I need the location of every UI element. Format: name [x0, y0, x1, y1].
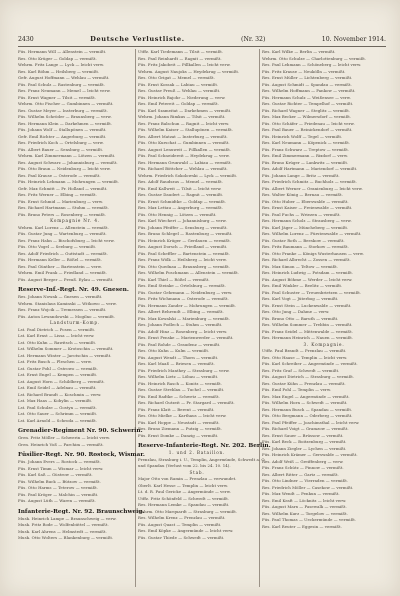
casualty-entry: Res. Wilhelm Krenz — Prenzlau — vermißt. [138, 515, 226, 520]
casualty-entry: Res. August Dorsch — Friedland — vermißt. [138, 244, 228, 249]
casualty-entry: Füs. Karl Jäger — Müncheberg — vermißt. [262, 224, 349, 230]
casualty-entry: Wehrm. Otto Marquardt — Strasburg — vermißt. [138, 508, 238, 514]
casualty-entry: Füs. Karl Saß — Güstrow — vermißt. [18, 472, 93, 477]
casualty-entry: Res. Wilhelm Hoffmann — Pankow — vermißt. [262, 88, 356, 93]
casualty-entry: Füs. Johann Wolf — Stallupönen — vermißt. [18, 127, 107, 132]
casualty-entry: Res. Max Becker — Wilmersdorf — vermißt. [262, 114, 352, 119]
casualty-entry: Res. Emil Köpke — Angermünde — leicht verw. [138, 528, 234, 533]
casualty-entry: Lst. Max Haas — Kobylin — vermißt. [18, 398, 93, 403]
casualty-entry: Res. Paul Lehmann — Schöneberg — leicht verw. [262, 62, 362, 67]
casualty-entry: Füs. Gustav Jung — Wartenburg — vermißt. [18, 231, 107, 236]
casualty-entry: Res. Karl Maaß — Briesen — vermißt. [138, 361, 215, 366]
casualty-entry: Res. Franz Wölk — Heilsberg — leicht verw. [138, 257, 227, 262]
casualty-entry: Res. Albert Ritter — Gartz — vermißt. [262, 471, 339, 477]
casualty-entry: Lst. Otto Sauer — Schrimm — vermißt. [18, 411, 98, 416]
casualty-entry: Res. Johann Podlech — Stuhm — vermißt. [138, 322, 223, 327]
casualty-entry: Res. Walter König — Bernau — vermißt. [262, 192, 343, 197]
casualty-entry: Res. Adolf Friedrich — Guttstadt — vermißt. [18, 250, 108, 256]
casualty-entry: Lst. Hermann Winter — Jarotschin — vermißt. [18, 352, 112, 358]
unit-subheading: 1. und 2. Bataillon. [168, 450, 226, 455]
casualty-entry: Füs. Anton Lewandowski — Mogilno — vermißt. [18, 313, 116, 319]
casualty-entry: Füs. Johann Pfeiffer — Sensburg — vermißt. [138, 224, 228, 230]
casualty-entry: Füs. Otto Harms — Teterow — vermißt. [18, 485, 99, 490]
casualty-entry: Utffz. Karl Tiedemann — Tilsit — vermißt. [138, 49, 224, 54]
casualty-entry: Res. Otto Grigat — Memel — vermißt. [138, 75, 215, 80]
casualty-entry: Füs. Ernst Schmidtke — Goldap — vermißt. [138, 198, 227, 204]
casualty-entry: Res. Bruno Ziemann — Putzig — vermißt. [138, 426, 223, 431]
casualty-entry: Res. Emil Kraft — Löcknitz — leicht verw. [262, 497, 347, 503]
casualty-entry: Füs. August Schmidt — Spandau — vermißt. [262, 81, 352, 87]
casualty-entry: Wehrm. August Naujoks — Heydekrug — vermißt. [138, 68, 240, 74]
casualty-entry: Füs. Paul Schneidereit — Heydekrug — verw. [138, 153, 230, 158]
casualty-entry: Res. Fritz Baumann — Storkow — vermißt. [262, 244, 349, 249]
casualty-entry: Füs. August Dietrich — Strasburg — vermißt. [262, 374, 355, 379]
casualty-entry: Füs. Max Wendt — Penkun — vermißt. [262, 491, 340, 496]
casualty-entry: Füs. Franz Klatt — Berent — vermißt. [138, 406, 215, 412]
casualty-entry: Füs. Albert Bauer — Sensburg — vermißt. [18, 146, 104, 152]
casualty-entry: Utffz. Fritz Schönfeld — Schwedt — vermißt. [138, 495, 230, 501]
casualty-entry: Füs. Ernst Stein — Luckenwalde — vermißt. [262, 302, 352, 308]
casualty-entry: Füs. Franz Schütz — Pinnow — vermißt. [262, 465, 344, 470]
casualty-entry: Füs. Emil Kallweit — Tilsit — leicht verw. [138, 185, 222, 191]
casualty-entry: Füs. Otto Kurschat — Gumbinnen — vermißt. [138, 140, 230, 145]
casualty-entry: Wehrm. Emil Frank — Friedland — vermißt. [18, 270, 108, 275]
casualty-entry: Füs. Karl Schreiber — Angermünde — vermißt. [262, 361, 358, 366]
casualty-entry: Res. Wilhelm Kurz — Torgelow — vermißt. [262, 510, 348, 516]
casualty-entry: Res. Otto Jung — Dahme — verw. [262, 309, 330, 314]
casualty-entry: Füs. Franz Seidel — Mittenwalde — vermißt. [262, 328, 353, 334]
casualty-entry: Füs. August Lüth — Waren — vermißt. [18, 498, 96, 503]
casualty-entry: Res. Adolf Weiß — Greiffenberg — verw. [262, 458, 344, 464]
casualty-entry: Res. Albert Matzat — Insterburg — vermißt. [138, 133, 228, 139]
regiment-heading: Infanterie-Regt. Nr. 92. Braunschweig. [18, 508, 145, 515]
casualty-entry: Res. Richard Hartmann — Stuhm — vermißt. [18, 205, 109, 210]
casualty-entry: Füs. Paul Fuchs — Wriezen — vermißt. [262, 211, 341, 217]
casualty-entry: Füs. Franz Schwarz — Treptow — vermißt. [262, 146, 350, 152]
casualty-entry: Oberlt. Karl Hesse — Templin — leicht verw. [138, 482, 229, 488]
casualty-entry: Res. Bruno Schlegel — Rastenburg — vermißt. [138, 231, 233, 236]
casualty-entry: Res. Ernst Müller — Lichtenberg — vermißt. [262, 75, 353, 80]
casualty-entry: Res. Otto Krüger — Goldap — vermißt. [18, 55, 97, 61]
unit-subheading: Kompagnie Nr. 4. [50, 218, 100, 223]
casualty-entry: Res. Adolf Hartmann — Mariendorf — vermißt. [262, 166, 358, 171]
casualty-entry: Res. Gustav Daudert — Ragnit — vermißt. [138, 192, 224, 197]
casualty-entry: Füs. Fritz Krause — Neukölln — vermißt. [262, 68, 346, 74]
casualty-entry: Gefr. Max Schmitt — Pr. Holland — vermißt. [18, 185, 108, 191]
casualty-entry: Res. Johann Nowak — Gnesen — vermißt. [18, 294, 103, 299]
casualty-entry: Res. Otto Mielke — Karthaus — leicht verw. [138, 413, 227, 418]
casualty-entry: Res. Albert Behrendt — Elbing — vermißt. [138, 309, 224, 314]
casualty-entry: Füs. Wilhelm Horn — Schwedt — vermißt. [262, 400, 348, 405]
casualty-entry: Füs. Gustav Gehrmann — Neidenburg — verw. [138, 289, 233, 295]
casualty-entry: Res. Emil Zimmermann — Rixdorf — verw. [262, 153, 349, 158]
casualty-entry: Füs. Heinrich Bajohr — Niederung — verw. [138, 94, 226, 100]
casualty-entry: Füs. Hermann Schulz — Weißensee — verw. [262, 94, 352, 100]
casualty-entry: Musk. Fritz Bode — Wolfenbüttel — vermißt. [18, 522, 109, 527]
casualty-entry: Füs. Ernst Kossak — Labiau — vermißt. [138, 81, 219, 87]
casualty-entry: Füs. Karl Thiel — Rößel — vermißt. [138, 276, 210, 282]
casualty-entry: Res. Gustav Preuß — Wehlau — vermißt. [138, 88, 221, 93]
casualty-entry: Res. Max Engel — Angermünde — vermißt. [262, 393, 350, 399]
casualty-entry: Füs. Ernst Timm — Wismar — leicht verw. [18, 465, 104, 471]
casualty-entry: Lst. Gustav Pohl — Ostrowo — vermißt. [18, 365, 98, 371]
casualty-entry: Lst. August Horn — Schildberg — vermißt. [18, 378, 105, 384]
casualty-entry: Musk. Heinrich Lampe — Braunschweig — verw. [18, 515, 117, 521]
casualty-entry: Füs. Karl Szameitat — Darkehmen — vermißt. [138, 107, 232, 113]
casualty-entry: Res. Max Lettau — Angerburg — vermißt. [138, 205, 223, 210]
text-column-1 [18, 49, 145, 589]
casualty-entry: Res. Gustav Meyer — Insterburg — vermißt. [18, 107, 108, 113]
casualty-entry: Res. Franz Balschun — Ragnit — leicht verw. [138, 120, 230, 126]
casualty-entry: Füs. Albert Werner — Oranienburg — leicht verw. [262, 185, 363, 191]
casualty-entry: Füs. Richard Wagner — Steglitz — vermißt. [262, 107, 351, 113]
casualty-entry: Füs. Otto Schäfer — Friedenau — leicht verw. [262, 120, 355, 126]
casualty-entry: Wehrm. Stanislaus Kaminski — Witkowo — verw. [18, 300, 117, 306]
regiment-heading: Füsilier-Regt. Nr. 90. Rostock, Wismar. [18, 452, 145, 458]
casualty-entry: Res. Paul Krause — Osterode — vermißt. [18, 172, 101, 178]
casualty-entry: Füs. Johann Evers — Rostock — vermißt. [18, 459, 101, 464]
casualty-entry: Utffz. Paul Brandt — Prenzlau — vermißt. [262, 348, 347, 353]
issue-date: 10. November 1914. [321, 35, 386, 43]
casualty-entry: Res. Wilhelm Lietz — Löbau — vermißt. [138, 374, 219, 379]
casualty-entry: Res. Otto Kuhn — Kulm — vermißt. [138, 348, 210, 353]
casualty-entry: Füs. Hermann Zander — Mohrungen — vermißt. [138, 302, 237, 308]
casualty-entry: Gefr. Emil Richter — Angerburg — vermißt. [18, 133, 107, 139]
casualty-entry: Füs. Wilhelm Schröder — Braunsberg — verw. [18, 114, 112, 119]
casualty-entry: Lst. Karl Arnold — Schroda — vermißt. [18, 417, 98, 423]
casualty-entry: Res. Richard Gutzeit — Pr. Stargard — vermißt. [138, 400, 235, 405]
casualty-entry: Füs. Bruno Peters — Rosenberg — vermißt. [18, 211, 107, 217]
casualty-entry: Musk. Karl Ahrens — Helmstedt — vermißt. [18, 528, 107, 534]
casualty-entry: Füs. Emil Radtke — Schwetz — vermißt. [138, 393, 220, 399]
casualty-entry: Res. Hermann Busch — Spandau — vermißt. [262, 406, 353, 412]
casualty-entry: Füs. Hermann Will — Allenstein — vermißt. [18, 49, 107, 54]
casualty-entry: Res. Franz Wojcik — Tremessen — vermißt. [18, 307, 107, 312]
casualty-entry: Füs. Fritz Jakobeit — Pillkallen — leicht verw. [138, 62, 231, 67]
casualty-entry: Füs. Paul Rohde — Graudenz — vermißt. [138, 341, 221, 347]
page-header [18, 33, 386, 45]
casualty-entry: Füs. Ernst Schmid — Marienburg — verw. [18, 198, 104, 204]
casualty-entry: Füs. Ernst Domke — Danzig — vermißt. [138, 432, 219, 438]
casualty-entry: Res. August Schwarz — Johannisburg — vermißt. [18, 159, 118, 165]
casualty-entry: Füs. August Quast — Templin — vermißt. [138, 521, 222, 527]
casualty-entry: Füs. Otto Franke — Königs Wusterhausen — verw. [262, 250, 364, 256]
casualty-entry: Res. Franz Hahn — Bischofsburg — leicht verw. [18, 237, 115, 243]
casualty-entry: Füs. August Wendt — Thorn — vermißt. [138, 354, 219, 360]
casualty-entry: Lt. d. R. Paul Gericke — Angermünde — verw. [138, 489, 231, 494]
casualty-entry: Res. Paul Günther — Bartenstein — verw. [18, 263, 102, 269]
casualty-entry: Wehrm. Fritz Lange — Lyck — leicht verw. [18, 62, 105, 67]
casualty-entry: Res. Johann Ziegler — Lychen — vermißt. [262, 445, 347, 451]
casualty-entry: Füs. Otto Braun — Neidenburg — leicht verw. [18, 166, 111, 171]
casualty-entry: Res. Hermann Scholz — Strausberg — verw. [262, 218, 352, 223]
casualty-entry: Füs. Heinrich Krüger — Gerdauen — vermißt. [138, 237, 231, 243]
casualty-entry: Res. Heinrich Ludwig — Potsdam — vermißt. [262, 270, 354, 275]
casualty-entry: Res. Paul Reinhardt — Ragnit — vermißt. [138, 55, 222, 61]
casualty-entry: Füs. Adolf Hinz — Rosenberg — leicht verw. [138, 328, 228, 334]
casualty-entry: Füs. Otto Vogel — Seeburg — vermißt. [18, 244, 97, 249]
casualty-entry: Füs. Otto Huber — Eberswalde — vermißt. [262, 198, 349, 204]
casualty-entry: Res. Friedrich Schmitz — Buchholz — vermißt. [262, 179, 358, 184]
casualty-entry: Füs. Gustav Thiede — Schwedt — vermißt. [138, 534, 225, 540]
casualty-entry: Res. Friedrich Koch — Ortelsburg — verw. [18, 140, 104, 145]
regiment-heading: Reserve-Inf.-Regt. Nr. 49. Gnesen. [18, 287, 129, 293]
casualty-entry: Füs. Paul Kröger — Malchin — vermißt. [18, 491, 99, 497]
casualty-entry: Res. August Lenuweit — Pillkallen — vermißt. [138, 146, 232, 152]
casualty-entry: Lst. Wilhelm Sommer — Krotoschin — vermißt. [18, 346, 114, 351]
casualty-entry: Füs. Otto Lindner — Vierraden — vermißt. [262, 478, 349, 483]
casualty-entry: Res. Adolf Raudszus — Memel — vermißt. [138, 179, 223, 184]
casualty-entry: Füs. Bruno Krüger — Lankwitz — vermißt. [262, 159, 349, 165]
casualty-entry: Füs. Bruno Otto — Baruth — vermißt. [262, 315, 339, 321]
casualty-entry: Füs. August Böhme — Werder — leicht verw. [262, 276, 353, 282]
casualty-entry: Wehrm. Friedrich Sokolowski — Lyck — vermißt. [138, 172, 238, 178]
casualty-entry: Lst. Paul Dietrich — Posen — vermißt. [18, 326, 96, 332]
casualty-entry: Füs. Ernst Wagner — Tilsit — vermißt. [18, 94, 96, 100]
casualty-entry: Füs. Paul Schuster — Treuenbrietzen — vermißt. [262, 289, 362, 295]
header-rule [18, 46, 386, 47]
casualty-entry: Lst. Fritz Busch — Pleschen — verw. [18, 359, 92, 364]
casualty-entry: Res. Paul Pfeiffer — Joachimsthal — leicht verw. [262, 419, 360, 425]
casualty-entry: Res. Hermann Klein — Darkehmen — vermißt. [18, 120, 113, 126]
casualty-entry: Füs. Heinrich Krämer — Gerswalde — vermißt. [262, 452, 358, 457]
casualty-entry: Res. Fritz Wichmann — Osterode — vermißt. [138, 296, 229, 301]
casualty-entry: Res. Karl Reuter — Eggesin — vermißt. [262, 523, 342, 529]
casualty-entry: Füs. Karl Hoppe — Neustadt — vermißt. [138, 419, 220, 425]
casualty-entry: Res. Franz Neumann — Memel — leicht verw. [18, 88, 111, 93]
casualty-entry: Füs. Paul Thomas — Ueckermünde — vermißt. [262, 517, 357, 522]
casualty-entry: Füs. Gustav Roth — Beeskow — vermißt. [262, 237, 345, 243]
casualty-entry: Gefr. August Hoffmann — Wehlau — vermißt. [18, 75, 110, 80]
casualty-entry: Füs. Richard Böttcher — Wehlau — vermißt. [138, 166, 228, 171]
casualty-entry: Lst. Richard Brandt — Koschmin — verw. [18, 391, 102, 397]
casualty-entry: Gren. Fritz Möller — Schwerin — leicht verw. [18, 435, 111, 440]
casualty-entry: Res. Fritz Werner — Elbing — vermißt. [18, 192, 97, 197]
unit-subheading: 3. Kompagnie. [303, 341, 345, 347]
casualty-entry: Res. Emil Winkler — Beelitz — vermißt. [262, 283, 343, 288]
column-divider [135, 49, 136, 587]
casualty-entry: Gren. Heinrich Voß — Parchim — vermißt. [18, 441, 104, 447]
publication-title: Deutsche Verlustliste. [90, 35, 185, 43]
casualty-entry: Res. Gustav Richter — Tempelhof — vermißt. [262, 101, 354, 106]
casualty-entry: Füs. Richard Voigt — Gramzow — vermißt. [262, 426, 349, 431]
casualty-entry: Res. Ernst Kaiser — Freienwalde — vermißt. [262, 205, 353, 210]
casualty-entry: Res. Ernst Fenske — Marienwerder — vermißt. [138, 335, 234, 340]
casualty-entry: Füs. Paul Schulz — Rastenburg — vermißt. [18, 81, 106, 87]
casualty-entry: Füs. Wilhelm Kaiser — Stallupönen — vermißt. [138, 127, 234, 132]
unit-subheading: Landsturm-Komp. [49, 320, 101, 325]
regiment-heading: Grenadier-Regiment Nr. 90. Schwerin. [18, 428, 143, 434]
casualty-entry: Res. Otto Haase — Templin — leicht verw. [262, 354, 348, 360]
casualty-entry: Res. Karl Neumann — Köpenick — vermißt. [262, 140, 351, 145]
casualty-entry: Res. Wilhelm Lorenz — Fürstenwalde — vermißt. [262, 231, 362, 236]
casualty-entry: Füs. Hermann Keller — Rößel — vermißt. [18, 257, 102, 262]
casualty-entry: Lst. Paul Schulze — Gostyn — vermißt. [18, 404, 97, 410]
casualty-entry: Res. Ernst Sauer — Brüssow — vermißt. [262, 432, 344, 438]
casualty-entry: Füs. Emil Pohl — Templin — verw. [262, 387, 332, 392]
casualty-entry: und Spandau (Verlust vom 22. bis 24. 10. 14). [138, 463, 231, 468]
issue-number: (Nr. 32) [241, 35, 266, 43]
casualty-entry: Res. Karl Wiechert — Johannisburg — verw. [138, 218, 227, 223]
text-column-3 [262, 49, 386, 589]
casualty-entry: Füs. August Marx — Pasewalk — vermißt. [262, 504, 347, 509]
casualty-entry: Füs. Friedrich Manthey — Strasburg — verw. [138, 367, 230, 373]
column-divider [259, 49, 260, 587]
casualty-entry: Füs. Otto Hennig — Lötzen — vermißt. [138, 211, 217, 217]
casualty-entry: Füs. Wilhelm Buck — Bützow — vermißt. [18, 478, 101, 484]
unit-subheading: Stab. [189, 469, 205, 475]
casualty-entry: Lst. Karl Ernst — Lissa — leicht verw. [18, 333, 95, 338]
regiment-heading: Reserve-Infanterie-Regt. Nr. 202. Berlin. [138, 443, 271, 449]
text-column-2 [138, 49, 271, 589]
casualty-entry: Wehrm. Karl Zimmermann — Lötzen — vermißt. [18, 153, 116, 158]
casualty-entry: Res. Karl Böhm — Heilsberg — vermißt. [18, 68, 100, 74]
casualty-entry: Res. Emil Petereit — Goldap — vermißt. [138, 101, 219, 106]
page-number: 2430 [18, 35, 34, 43]
casualty-entry: Füs. Max Simon — Teltow — vermißt. [262, 263, 339, 269]
casualty-entry: Füs. Max Kowalski — Marienburg — vermißt. [138, 315, 231, 321]
casualty-entry: Res. Hermann Heinrich — Nauen — vermißt. [262, 335, 354, 340]
casualty-entry: Wehrm. Otto Fischer — Gumbinnen — vermißt. [18, 101, 114, 106]
casualty-entry: Res. Karl Wilke — Berlin — vermißt. [262, 49, 336, 54]
casualty-entry: Res. Hermann Grunwald — Labiau — vermißt. [138, 159, 232, 165]
casualty-entry: Res. Gustav Strehlau — Tuchel — vermißt. [138, 387, 225, 392]
casualty-entry: Res. Karl Vogt — Jüterbog — vermißt. [262, 296, 339, 301]
casualty-entry: Res. Richard Albrecht — Zossen — vermißt. [262, 257, 351, 262]
casualty-entry: Res. Gustav Kühn — Prenzlau — vermißt. [262, 380, 346, 386]
casualty-entry: Res. Fritz Graf — Schwedt — vermißt. [262, 367, 340, 373]
casualty-entry: Prenzlau, Strasburg i. U., Templin, Angermünde, Schwedt a. O. [138, 456, 266, 462]
casualty-entry: Füs. Heinrich Rasch — Konitz — vermißt. [138, 380, 223, 386]
casualty-entry: Major Otto von Ramin — Prenzlau — verwundet. [138, 476, 237, 481]
casualty-entry: Wehrm. Johann Rimkus — Tilsit — vermißt. [138, 114, 226, 119]
casualty-entry: Füs. Heinrich Wolff — Tegel — vermißt. [262, 133, 343, 139]
casualty-entry: Füs. Otto Quednau — Braunsberg — vermißt. [138, 263, 231, 269]
casualty-entry: Res. Wilhelm Poschmann — Allenstein — vermißt. [138, 270, 240, 275]
casualty-entry: Wehrm. Karl Lorenz — Allenstein — vermißt. [18, 224, 109, 230]
casualty-entry: Res. Wilhelm Sommer — Trebbin — vermißt. [262, 322, 353, 327]
casualty-entry: Lst. Otto Kuhn — Rawitsch — vermißt. [18, 339, 97, 345]
casualty-entry: Füs. Johann Lange — Britz — vermißt. [262, 172, 340, 178]
casualty-entry: Füs. Paul Scheffler — Bartenstein — vermißt. [138, 250, 231, 256]
casualty-entry: Res. Emil Steinke — Ortelsburg — vermißt. [138, 283, 226, 288]
casualty-entry: Füs. Karl Beck — Boitzenburg — vermißt. [262, 439, 347, 444]
casualty-entry: Füs. Otto Bergmann — Oderberg — vermißt. [262, 413, 353, 418]
casualty-entry: Musk. Otto Wolters — Blankenburg — vermißt. [18, 535, 114, 540]
casualty-entry: Res. Paul Bauer — Reinickendorf — vermißt. [262, 127, 353, 132]
casualty-entry: Res. Hermann Lemke — Spandau — vermißt. [138, 502, 230, 507]
casualty-entry: Füs. August Berger — Preuß. Eylau — vermißt. [18, 276, 114, 282]
casualty-entry: Füs. Heinrich Lehmann — Mohrungen — vermißt. [18, 179, 120, 184]
casualty-entry: Lst. Ernst Engel — Kempen — vermißt. [18, 372, 98, 377]
casualty-entry: Res. Friedrich Möller — Casekow — vermißt. [262, 484, 354, 490]
casualty-entry: Wehrm. Otto Schulze — Charlottenburg — vermißt. [262, 55, 367, 61]
casualty-entry: Lst. Emil Seidel — Adelnau — vermißt. [18, 385, 97, 390]
